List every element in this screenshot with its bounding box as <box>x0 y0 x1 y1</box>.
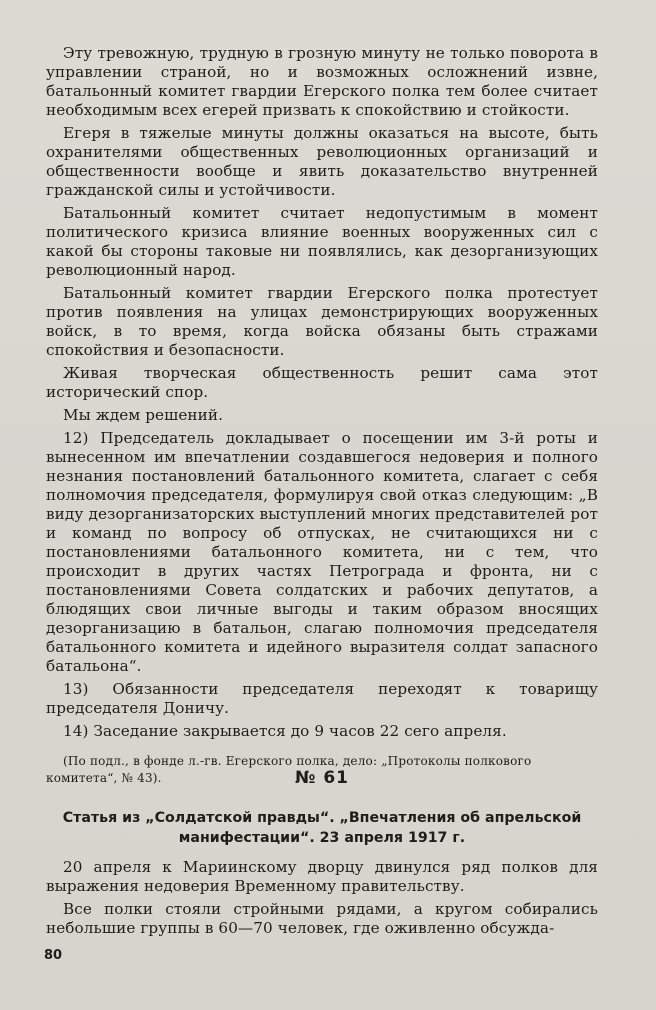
paragraph-jaegers: Егеря в тяжелые минуты должны оказаться на высоте, быть охранителями общественных революционных организаций и общественности вообще и явить доказательство внутренней гражданской силы и устойчивости. <box>46 124 598 199</box>
paragraph-committee-protest: Батальонный комитет гвардии Егерского полка протестует против появления на улицах демонстрирующих вооруженных войск, в то время, когда войска обязаны быть стражами спокойствия и безопасности. <box>46 284 598 359</box>
paragraph-item-14: 14) Заседание закрывается до 9 часов 22 сего апреля. <box>63 722 507 740</box>
paragraph-committee-inadmissible: Батальонный комитет считает недопустимым в момент политического кризиса влияние военных вооруженных сил с какой бы стороны таковые ни появлялись, как дезорганизующих революционный народ. <box>46 204 598 279</box>
article-paragraph: Все полки стояли стройными рядами, а кругом собирались небольшие группы в 60—70 человек, где оживленно обсужда- <box>46 900 598 937</box>
document-title: Статья из „Солдатской правды“. „Впечатления об апрельской манифестации“. 23 апреля 1917 г. <box>62 810 582 846</box>
article-paragraph: 20 апреля к Мариинскому дворцу двинулся ряд полков для выражения недоверия Временному правительству. <box>46 858 598 895</box>
paragraph-appeal: Эту тревожную, трудную в грозную минуту не только поворота в управлении страной, но и возможных осложнений извне, батальонный комитет гвардии Егерского полка тем более считает необходимым всех егерей призвать к спокойствию и стойкости. <box>46 44 598 119</box>
paragraph-historic-dispute: Живая творческая общественность решит сама этот исторический спор. <box>46 364 598 401</box>
paragraph-awaiting: Мы ждем решений. <box>63 406 224 424</box>
document-number: № 61 <box>294 768 350 788</box>
source-note: (По подл., в фонде л.-гв. Егерского полка, дело: „Протоколы полкового комитета“, № 43). <box>46 754 532 785</box>
paragraph-item-12: 12) Председатель докладывает о посещении им 3-й роты и вынесенном им впечатлении создавшегося недоверия и полного незнания постановлений батальонного комитета, слагает с себя полномочия председателя, формулируя свой отказ следующим: „В виду дезорганизаторских выступлений многих представителей рот и команд по вопросу об отпусках, не считающихся ни с постановлениями батальонного комитета, ни с тем, что происходит в других частях Петрограда и фронта, ни с постановлениями Совета солдатских и рабочих депутатов, а блюдящих свои личные выгоды и таким образом вносящих дезорганизацию в батальон, слагаю полномочия председателя батальонного комитета и идейного выразителя солдат запасного батальона“. <box>46 429 598 675</box>
page-number: 80 <box>44 948 63 963</box>
protocol-text <box>46 44 598 787</box>
paragraph-item-13: 13) Обязанности председателя переходят к товарищу председателя Доничу. <box>46 680 598 717</box>
article-text <box>46 858 598 942</box>
